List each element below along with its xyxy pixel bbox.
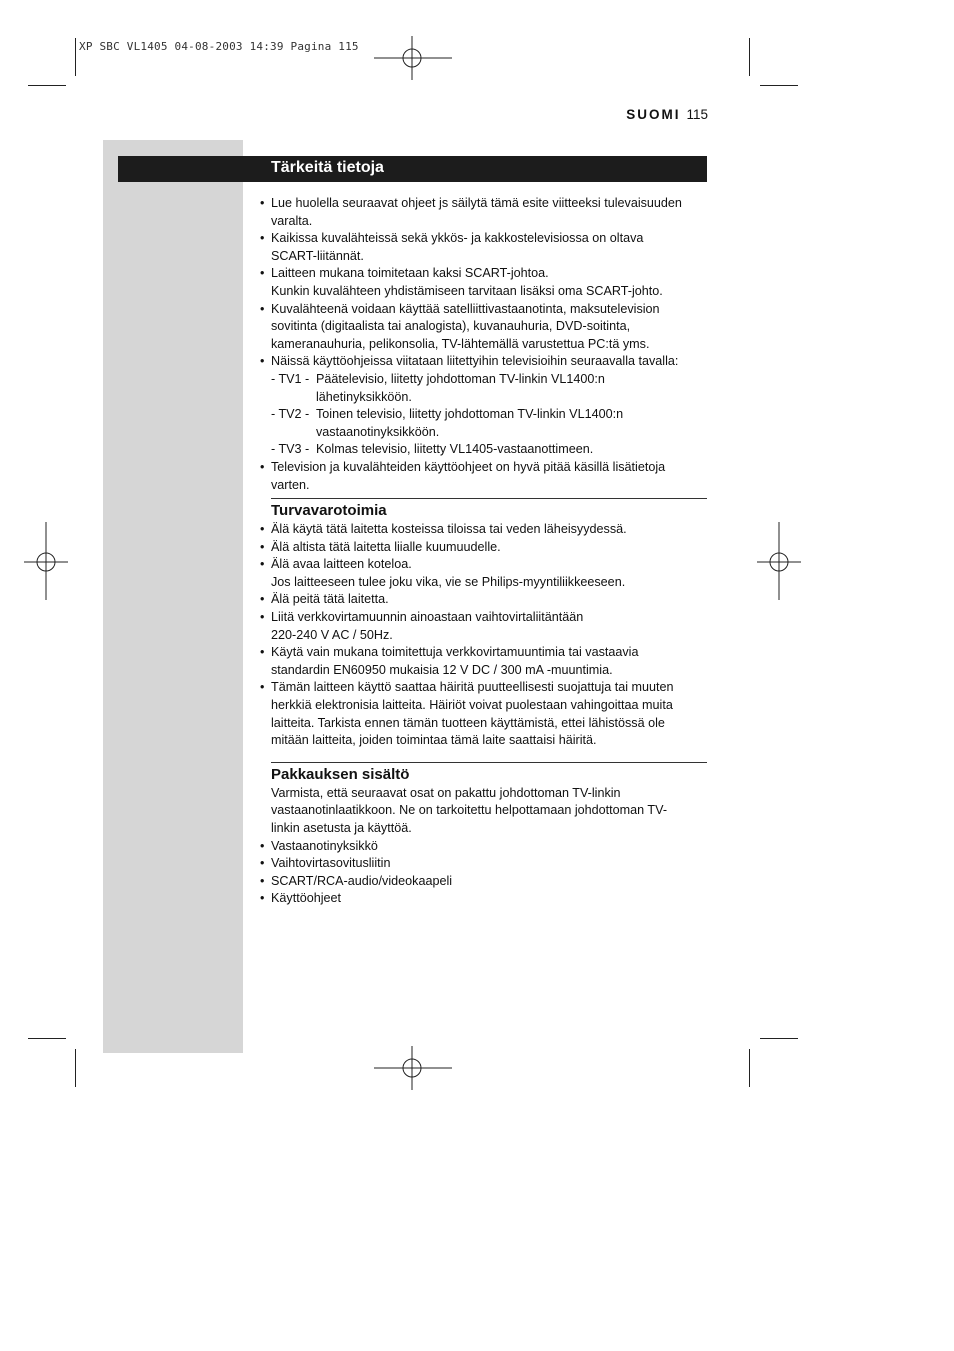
list-item: • Lue huolella seuraavat ohjeet js säilytä tämä esite viitteeksi tulevaisuuden varalta.: [259, 195, 707, 230]
package-contents-list: [259, 838, 707, 908]
tv-item: - TV1 - Päätelevisio, liitetty johdottoman TV-linkin VL1400:n lähetinyksikköön.: [271, 371, 605, 404]
list-item: • Vastaanotinyksikkö: [259, 838, 707, 856]
tv-label: - TV3 -: [271, 442, 310, 457]
print-slug: XP SBC VL1405 04-08-2003 14:39 Pagina 115: [79, 40, 359, 53]
list-item: • Älä peitä tätä laitetta.: [259, 591, 707, 609]
section-title-safety: Turvavarotoimia: [271, 502, 387, 520]
list-item: • Käyttöohjeet: [259, 890, 707, 908]
list-item: • Kaikissa kuvalähteissä sekä ykkös- ja kakkostelevisiossa on oltava SCART-liitännät.: [259, 230, 707, 265]
list-item: • Liitä verkkovirtamuunnin ainoastaan vaihtovirtaliitäntään 220-240 V AC / 50Hz.: [259, 609, 707, 644]
section-title-important-info: Tärkeitä tietoja: [271, 159, 384, 176]
list-item: • Näissä käyttöohjeissa viitataan liitettyihin televisioihin seuraavalla tavalla:: [259, 353, 707, 371]
section-divider: [271, 498, 707, 499]
tv-item: - TV2 - Toinen televisio, liitetty johdottoman TV-linkin VL1400:n vastaanotinyksikköön.: [271, 407, 624, 439]
section-divider: [271, 762, 707, 763]
page-content: [259, 195, 707, 908]
crop-mark: [75, 1049, 76, 1087]
registration-mark-top: [374, 36, 452, 80]
crop-mark: [749, 38, 750, 76]
crop-mark: [760, 85, 798, 86]
tv-label: - TV2 -: [271, 407, 310, 422]
list-item: • Käytä vain mukana toimitettuja verkkovirtamuuntimia tai vastaavia standardin EN60950 mukaisia 12 V DC / 300 mA -muuntimia.: [259, 644, 707, 679]
important-info-list-end: [259, 459, 707, 494]
list-item: • Laitteen mukana toimitetaan kaksi SCART-johtoa. Kunkin kuvalähteen yhdistämiseen tarvitaan lisäksi oma SCART-johto.: [259, 265, 707, 300]
language-label: SUOMI: [626, 107, 681, 122]
crop-mark: [760, 1038, 798, 1039]
safety-list: [259, 521, 707, 750]
registration-mark-right: [757, 522, 801, 600]
tv-item: - TV3 - Kolmas televisio, liitetty VL1405-vastaanottimeen.: [259, 441, 707, 459]
list-item: • SCART/RCA-audio/videokaapeli: [259, 873, 707, 891]
important-info-list: [259, 195, 707, 371]
list-item: • Vaihtovirtasovitusliitin: [259, 855, 707, 873]
crop-mark: [75, 38, 76, 76]
list-item: • Kuvalähteenä voidaan käyttää satelliittivastaanotinta, maksutelevision sovitinta (digitaalista tai analogista), kuvanauhuria, DVD-soitinta, kameranauhuria, pelikonsolia, TV-lähtemällä varustettua PC:tä yms.: [259, 301, 707, 354]
list-item: • Älä avaa laitteen koteloa. Jos laitteeseen tulee joku vika, vie se Philips-myyntiliikkeeseen.: [259, 556, 707, 591]
side-column: [103, 140, 243, 1053]
crop-mark: [28, 85, 66, 86]
list-item: • Tämän laitteen käyttö saattaa häiritä puutteellisesti suojattuja tai muuten herkkiä elektronisia laitteita. Häiriöt voivat puolestaan vahingoittaa muita laitteita. Tarkista ennen tämän tuotteen käyttämistä, ettei lähistössä ole mitään laitteita, joiden toimintaa tämä laite saattaisi häiritä.: [259, 679, 707, 749]
tv-label: - TV1 -: [271, 371, 310, 386]
list-item: • Älä käytä tätä laitetta kosteissa tiloissa tai veden läheisyydessä.: [259, 521, 707, 539]
tv-definitions: [259, 371, 707, 459]
registration-mark-left: [24, 522, 68, 600]
running-head: [560, 106, 708, 124]
registration-mark-bottom: [374, 1046, 452, 1090]
section-title-bar: [118, 156, 707, 182]
crop-mark: [749, 1049, 750, 1087]
page-number: 115: [686, 107, 708, 122]
section-title-package-contents: Pakkauksen sisältö: [271, 765, 410, 783]
list-item: • Television ja kuvalähteiden käyttöohjeet on hyvä pitää käsillä lisätietoja varten.: [259, 459, 707, 494]
package-intro: Varmista, että seuraavat osat on pakattu johdottoman TV-linkin vastaanotinlaatikkoon. Ne on tarkoitettu helpottamaan johdottoman TV- linkin asetusta ja käyttöä.: [271, 785, 668, 835]
list-item: • Älä altista tätä laitetta liialle kuumuudelle.: [259, 539, 707, 557]
crop-mark: [28, 1038, 66, 1039]
